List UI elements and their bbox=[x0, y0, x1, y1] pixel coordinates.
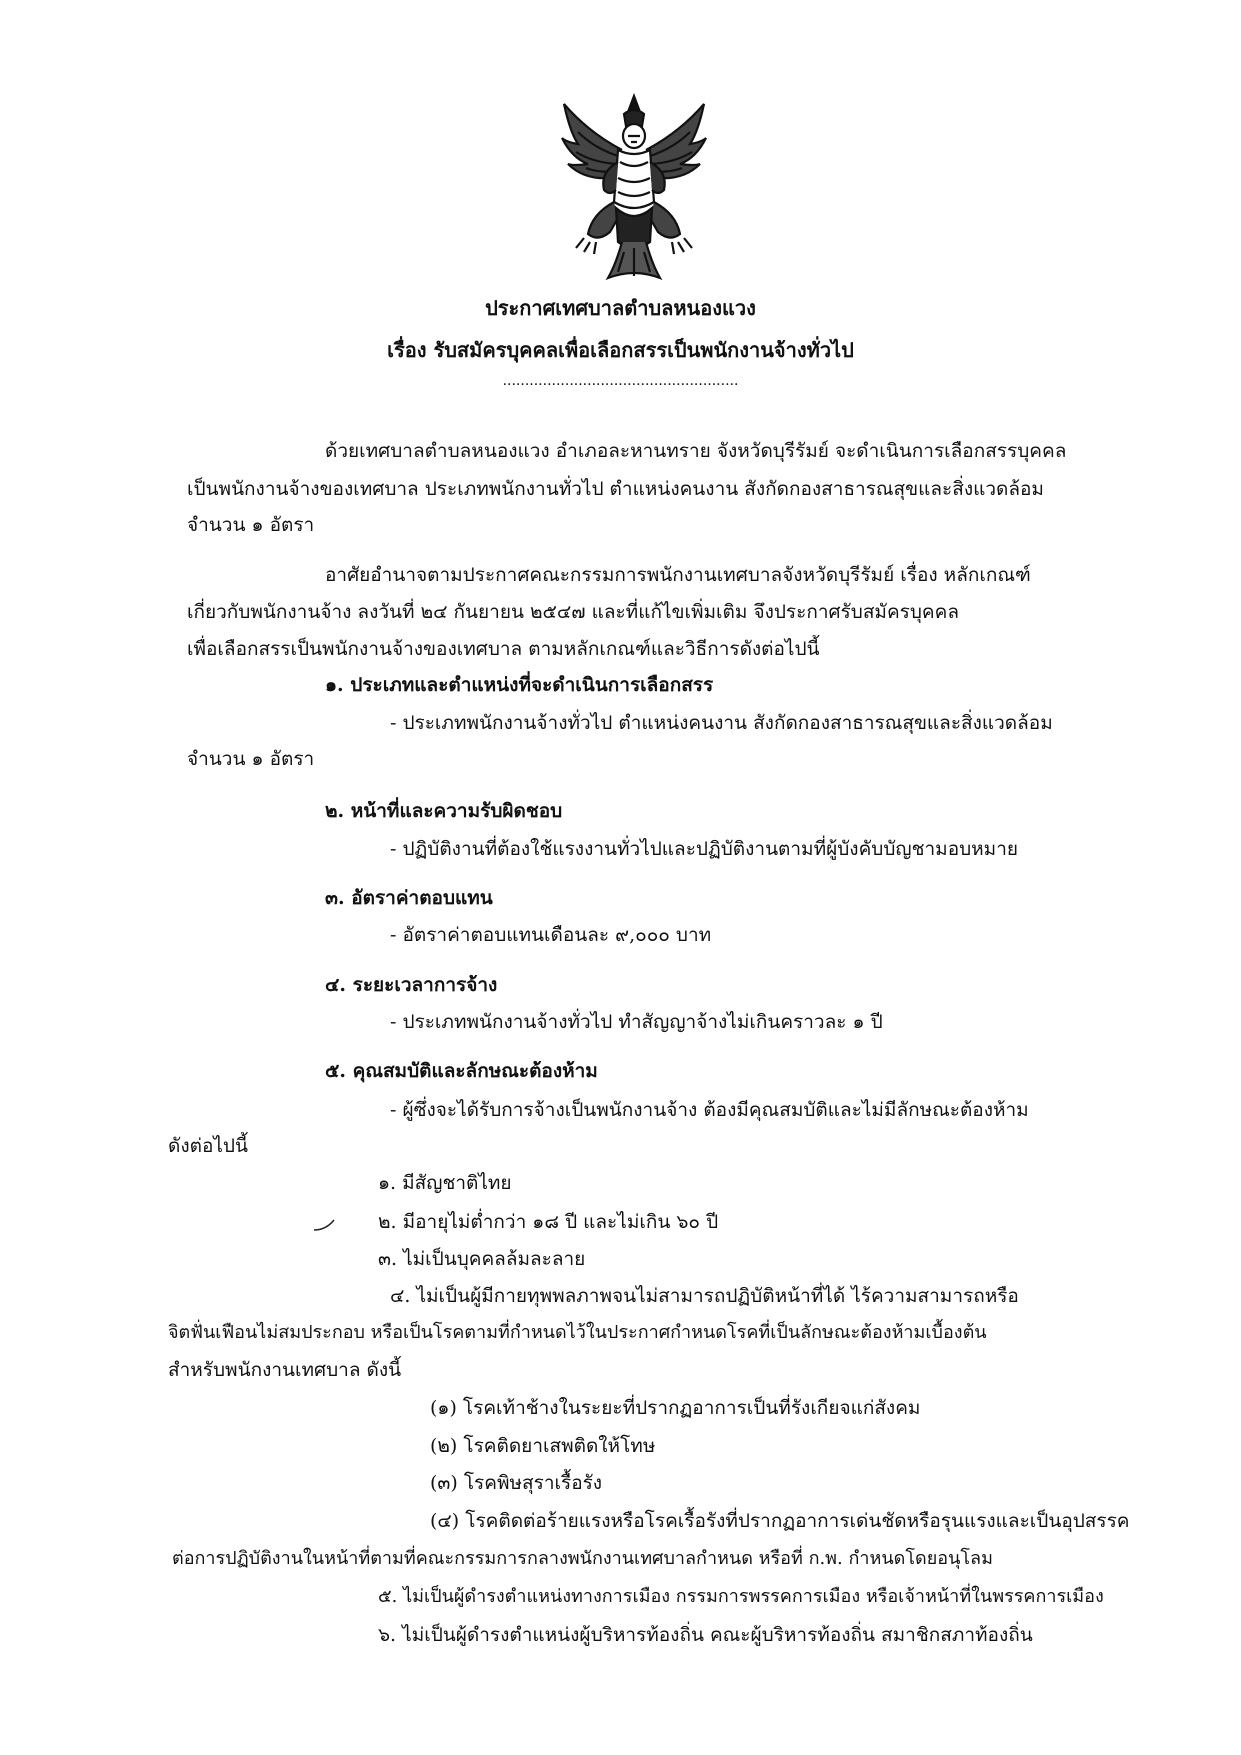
intro-p2-line2: เกี่ยวกับพนักงานจ้าง ลงวันที่ ๒๔ กันยายน ๒๕๔๗ และที่แก้ไขเพิ่มเติม จึงประกาศรับสมัครบุคคล bbox=[187, 601, 959, 623]
intro-p1-line1: ด้วยเทศบาลตำบลหนองแวง อำเภอละหานทราย จังหวัดบุรีรัมย์ จะดำเนินการเลือกสรรบุคคล bbox=[325, 440, 1067, 462]
qualification-item-4-line2: จิตฟั่นเฟือนไม่สมประกอบ หรือเป็นโรคตามที่กำหนดไว้ในประกาศกำหนดโรคที่เป็นลักษณะต้องห้ามเบื้องต้น bbox=[168, 1322, 987, 1343]
intro-p2-line3: เพื่อเลือกสรรเป็นพนักงานจ้างของเทศบาล ตามหลักเกณฑ์และวิธีการดังต่อไปนี้ bbox=[187, 638, 820, 660]
disease-item-2: (๒) โรคติดยาเสพติดให้โทษ bbox=[430, 1435, 656, 1457]
title-separator: ..................................................... bbox=[502, 373, 739, 389]
page-title: ประกาศเทศบาลตำบลหนองแวง bbox=[485, 296, 756, 320]
qualification-item-3: ๓. ไม่เป็นบุคคลล้มละลาย bbox=[378, 1248, 586, 1270]
qualification-item-4-line1: ๔. ไม่เป็นผู้มีกายทุพพลภาพจนไม่สามารถปฏิบัติหน้าที่ได้ ไร้ความสามารถหรือ bbox=[390, 1285, 1019, 1307]
disease-item-4-line2: ต่อการปฏิบัติงานในหน้าที่ตามที่คณะกรรมการกลางพนักงานเทศบาลกำหนด หรือที่ ก.พ. กำหนดโดยอนุโลม bbox=[172, 1548, 993, 1569]
intro-p1-line3: จำนวน ๑ อัตรา bbox=[187, 514, 315, 536]
intro-p1-line2: เป็นพนักงานจ้างของเทศบาล ประเภทพนักงานทั่วไป ตำแหน่งคนงาน สังกัดกองสาธารณสุขและสิ่งแวดล้อม bbox=[187, 478, 1044, 500]
section-5-line2: ดังต่อไปนี้ bbox=[168, 1135, 248, 1157]
section-4-line1: - ประเภทพนักงานจ้างทั่วไป ทำสัญญาจ้างไม่เกินคราวละ ๑ ปี bbox=[390, 1011, 883, 1033]
disease-item-4-line1: (๔) โรคติดต่อร้ายแรงหรือโรคเรื้อรังที่ปรากฏอาการเด่นชัดหรือรุนแรงและเป็นอุปสรรค bbox=[430, 1510, 1130, 1532]
section-2-line1: - ปฏิบัติงานที่ต้องใช้แรงงานทั่วไปและปฏิบัติงานตามที่ผู้บังคับบัญชามอบหมาย bbox=[390, 838, 1019, 860]
section-4-heading: ๔. ระยะเวลาการจ้าง bbox=[325, 974, 498, 996]
pen-mark-icon bbox=[312, 1218, 336, 1234]
section-3-line1: - อัตราค่าตอบแทนเดือนละ ๙,๐๐๐ บาท bbox=[390, 924, 712, 946]
qualification-item-6: ๖. ไม่เป็นผู้ดำรงตำแหน่งผู้บริหารท้องถิ่น คณะผู้บริหารท้องถิ่น สมาชิกสภาท้องถิ่น bbox=[378, 1624, 1033, 1646]
disease-item-1: (๑) โรคเท้าช้างในระยะที่ปรากฏอาการเป็นที่รังเกียจแก่สังคม bbox=[430, 1397, 921, 1419]
page-subject: เรื่อง รับสมัครบุคคลเพื่อเลือกสรรเป็นพนักงานจ้างทั่วไป bbox=[387, 338, 854, 362]
intro-p2-line1: อาศัยอำนาจตามประกาศคณะกรรมการพนักงานเทศบาลจังหวัดบุรีรัมย์ เรื่อง หลักเกณฑ์ bbox=[325, 564, 1031, 586]
disease-item-3: (๓) โรคพิษสุราเรื้อรัง bbox=[430, 1472, 603, 1494]
section-1-line2: จำนวน ๑ อัตรา bbox=[187, 748, 315, 770]
section-2-heading: ๒. หน้าที่และความรับผิดชอบ bbox=[325, 800, 563, 822]
section-5-line1: - ผู้ซึ่งจะได้รับการจ้างเป็นพนักงานจ้าง ต้องมีคุณสมบัติและไม่มีลักษณะต้องห้าม bbox=[390, 1099, 1029, 1121]
garuda-emblem-icon bbox=[558, 92, 710, 282]
qualification-item-5: ๕. ไม่เป็นผู้ดำรงตำแหน่งทางการเมือง กรรมการพรรคการเมือง หรือเจ้าหน้าที่ในพรรคการเมือง bbox=[378, 1586, 1104, 1607]
section-5-heading: ๕. คุณสมบัติและลักษณะต้องห้าม bbox=[325, 1060, 598, 1082]
section-3-heading: ๓. อัตราค่าตอบแทน bbox=[325, 887, 493, 909]
qualification-item-2: ๒. มีอายุไม่ต่ำกว่า ๑๘ ปี และไม่เกิน ๖๐ ปี bbox=[378, 1211, 719, 1233]
section-1-line1: - ประเภทพนักงานจ้างทั่วไป ตำแหน่งคนงาน สังกัดกองสาธารณสุขและสิ่งแวดล้อม bbox=[390, 712, 1053, 734]
section-1-heading: ๑. ประเภทและตำแหน่งที่จะดำเนินการเลือกสรร bbox=[325, 674, 714, 696]
qualification-item-4-line3: สำหรับพนักงานเทศบาล ดังนี้ bbox=[168, 1359, 402, 1381]
qualification-item-1: ๑. มีสัญชาติไทย bbox=[378, 1172, 512, 1194]
